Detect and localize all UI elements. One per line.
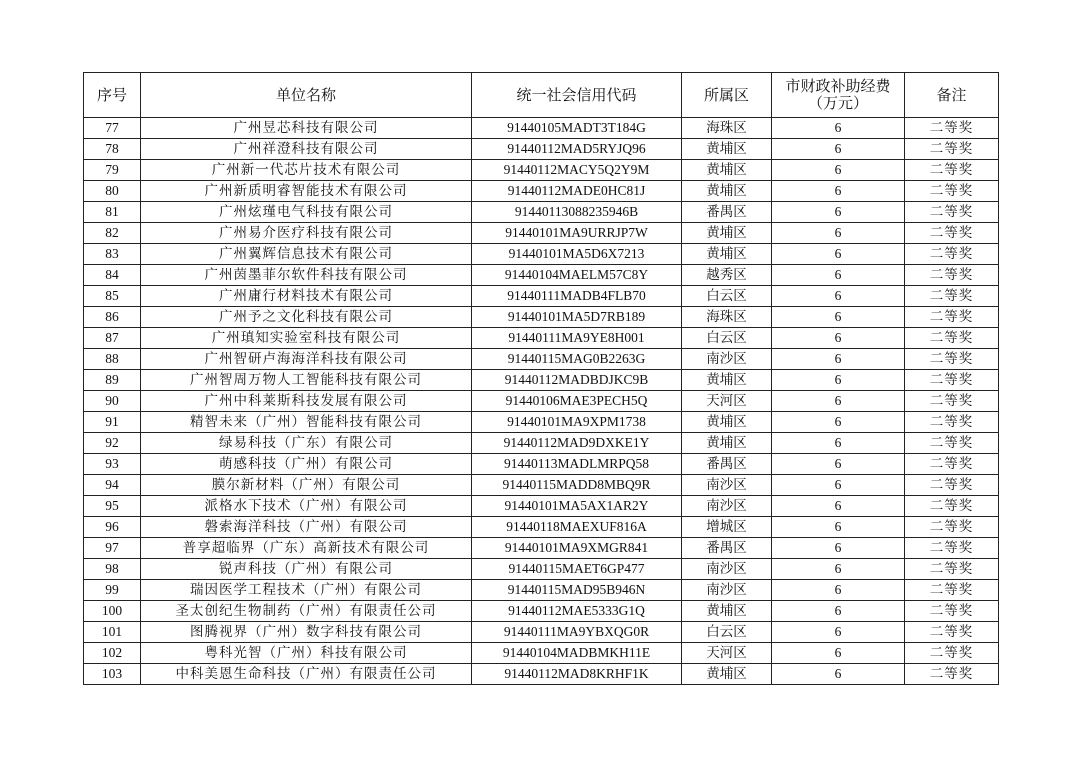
cell-note: 二等奖 xyxy=(905,118,999,139)
table-row xyxy=(84,559,999,580)
cell-subsidy: 6 xyxy=(772,223,905,244)
table-row xyxy=(84,391,999,412)
cell-district: 黄埔区 xyxy=(682,160,772,181)
table-row xyxy=(84,538,999,559)
cell-subsidy: 6 xyxy=(772,286,905,307)
cell-credit-code: 91440104MADBMKH11E xyxy=(472,643,682,664)
cell-company-name: 广州庸行材料技术有限公司 xyxy=(141,286,472,307)
cell-note: 二等奖 xyxy=(905,433,999,454)
cell-district: 黄埔区 xyxy=(682,412,772,433)
cell-no: 80 xyxy=(84,181,141,202)
cell-subsidy: 6 xyxy=(772,475,905,496)
cell-no: 78 xyxy=(84,139,141,160)
cell-credit-code: 91440111MA9YE8H001 xyxy=(472,328,682,349)
table-row xyxy=(84,664,999,685)
cell-no: 92 xyxy=(84,433,141,454)
table-row xyxy=(84,181,999,202)
cell-no: 87 xyxy=(84,328,141,349)
cell-subsidy: 6 xyxy=(772,517,905,538)
cell-company-name: 广州智研卢海海洋科技有限公司 xyxy=(141,349,472,370)
cell-subsidy: 6 xyxy=(772,433,905,454)
cell-note: 二等奖 xyxy=(905,286,999,307)
cell-company-name: 广州炫瑾电气科技有限公司 xyxy=(141,202,472,223)
cell-district: 南沙区 xyxy=(682,496,772,517)
cell-note: 二等奖 xyxy=(905,349,999,370)
cell-no: 99 xyxy=(84,580,141,601)
cell-no: 102 xyxy=(84,643,141,664)
cell-district: 增城区 xyxy=(682,517,772,538)
table-row xyxy=(84,580,999,601)
cell-district: 黄埔区 xyxy=(682,370,772,391)
cell-note: 二等奖 xyxy=(905,601,999,622)
cell-no: 98 xyxy=(84,559,141,580)
table-row xyxy=(84,286,999,307)
cell-note: 二等奖 xyxy=(905,412,999,433)
cell-subsidy: 6 xyxy=(772,664,905,685)
cell-note: 二等奖 xyxy=(905,559,999,580)
cell-no: 89 xyxy=(84,370,141,391)
table-row xyxy=(84,307,999,328)
cell-note: 二等奖 xyxy=(905,370,999,391)
cell-district: 黄埔区 xyxy=(682,664,772,685)
cell-credit-code: 91440101MA5AX1AR2Y xyxy=(472,496,682,517)
cell-district: 黄埔区 xyxy=(682,244,772,265)
cell-no: 91 xyxy=(84,412,141,433)
cell-subsidy: 6 xyxy=(772,538,905,559)
cell-subsidy: 6 xyxy=(772,454,905,475)
cell-no: 103 xyxy=(84,664,141,685)
cell-district: 天河区 xyxy=(682,643,772,664)
table-row xyxy=(84,118,999,139)
cell-subsidy: 6 xyxy=(772,139,905,160)
cell-note: 二等奖 xyxy=(905,181,999,202)
header-code: 统一社会信用代码 xyxy=(472,73,682,118)
cell-note: 二等奖 xyxy=(905,664,999,685)
cell-credit-code: 91440101MA9XPM1738 xyxy=(472,412,682,433)
cell-credit-code: 91440101MA5D7RB189 xyxy=(472,307,682,328)
cell-note: 二等奖 xyxy=(905,580,999,601)
cell-company-name: 粤科光智（广州）科技有限公司 xyxy=(141,643,472,664)
cell-note: 二等奖 xyxy=(905,454,999,475)
table-row xyxy=(84,349,999,370)
header-note: 备注 xyxy=(905,73,999,118)
cell-note: 二等奖 xyxy=(905,391,999,412)
cell-credit-code: 91440112MAD5RYJQ96 xyxy=(472,139,682,160)
cell-credit-code: 91440115MAG0B2263G xyxy=(472,349,682,370)
cell-company-name: 瑞因医学工程技术（广州）有限公司 xyxy=(141,580,472,601)
cell-no: 77 xyxy=(84,118,141,139)
cell-company-name: 广州茵墨菲尔软件科技有限公司 xyxy=(141,265,472,286)
cell-note: 二等奖 xyxy=(905,328,999,349)
cell-credit-code: 91440101MA9URRJP7W xyxy=(472,223,682,244)
cell-no: 81 xyxy=(84,202,141,223)
cell-company-name: 派格水下技术（广州）有限公司 xyxy=(141,496,472,517)
cell-note: 二等奖 xyxy=(905,622,999,643)
cell-district: 黄埔区 xyxy=(682,181,772,202)
table-row xyxy=(84,475,999,496)
header-district: 所属区 xyxy=(682,73,772,118)
cell-no: 100 xyxy=(84,601,141,622)
cell-subsidy: 6 xyxy=(772,328,905,349)
cell-district: 番禺区 xyxy=(682,538,772,559)
table-row xyxy=(84,496,999,517)
cell-note: 二等奖 xyxy=(905,475,999,496)
cell-note: 二等奖 xyxy=(905,307,999,328)
cell-credit-code: 91440105MADT3T184G xyxy=(472,118,682,139)
cell-credit-code: 91440104MAELM57C8Y xyxy=(472,265,682,286)
cell-credit-code: 91440112MACY5Q2Y9M xyxy=(472,160,682,181)
cell-credit-code: 91440115MADD8MBQ9R xyxy=(472,475,682,496)
cell-company-name: 广州昱芯科技有限公司 xyxy=(141,118,472,139)
cell-company-name: 广州新一代芯片技术有限公司 xyxy=(141,160,472,181)
cell-subsidy: 6 xyxy=(772,202,905,223)
header-name: 单位名称 xyxy=(141,73,472,118)
cell-credit-code: 91440115MAET6GP477 xyxy=(472,559,682,580)
cell-no: 83 xyxy=(84,244,141,265)
cell-district: 南沙区 xyxy=(682,580,772,601)
cell-subsidy: 6 xyxy=(772,118,905,139)
cell-credit-code: 91440115MAD95B946N xyxy=(472,580,682,601)
cell-company-name: 普享超临界（广东）高新技术有限公司 xyxy=(141,538,472,559)
cell-subsidy: 6 xyxy=(772,559,905,580)
cell-subsidy: 6 xyxy=(772,580,905,601)
cell-district: 白云区 xyxy=(682,328,772,349)
cell-company-name: 广州翼辉信息技术有限公司 xyxy=(141,244,472,265)
cell-subsidy: 6 xyxy=(772,496,905,517)
cell-district: 南沙区 xyxy=(682,349,772,370)
table-header xyxy=(84,73,999,118)
cell-credit-code: 91440112MAD8KRHF1K xyxy=(472,664,682,685)
cell-company-name: 广州中科莱斯科技发展有限公司 xyxy=(141,391,472,412)
cell-district: 越秀区 xyxy=(682,265,772,286)
cell-note: 二等奖 xyxy=(905,223,999,244)
cell-subsidy: 6 xyxy=(772,181,905,202)
cell-credit-code: 91440111MA9YBXQG0R xyxy=(472,622,682,643)
cell-company-name: 绿易科技（广东）有限公司 xyxy=(141,433,472,454)
table-row xyxy=(84,601,999,622)
table-row xyxy=(84,223,999,244)
cell-company-name: 萌感科技（广州）有限公司 xyxy=(141,454,472,475)
cell-credit-code: 91440113088235946B xyxy=(472,202,682,223)
cell-district: 白云区 xyxy=(682,622,772,643)
cell-district: 天河区 xyxy=(682,391,772,412)
cell-credit-code: 91440101MA5D6X7213 xyxy=(472,244,682,265)
cell-note: 二等奖 xyxy=(905,244,999,265)
table-row xyxy=(84,517,999,538)
cell-credit-code: 91440106MAE3PECH5Q xyxy=(472,391,682,412)
cell-company-name: 磐索海洋科技（广州）有限公司 xyxy=(141,517,472,538)
cell-company-name: 广州智周万物人工智能科技有限公司 xyxy=(141,370,472,391)
cell-district: 海珠区 xyxy=(682,307,772,328)
cell-credit-code: 91440112MADBDJKC9B xyxy=(472,370,682,391)
cell-note: 二等奖 xyxy=(905,643,999,664)
cell-company-name: 精智未来（广州）智能科技有限公司 xyxy=(141,412,472,433)
table-body xyxy=(84,118,999,685)
cell-company-name: 广州予之文化科技有限公司 xyxy=(141,307,472,328)
table-row xyxy=(84,139,999,160)
cell-note: 二等奖 xyxy=(905,202,999,223)
cell-note: 二等奖 xyxy=(905,538,999,559)
cell-subsidy: 6 xyxy=(772,601,905,622)
cell-subsidy: 6 xyxy=(772,370,905,391)
cell-no: 86 xyxy=(84,307,141,328)
cell-company-name: 膜尔新材料（广州）有限公司 xyxy=(141,475,472,496)
cell-subsidy: 6 xyxy=(772,349,905,370)
header-subsidy xyxy=(772,73,905,118)
cell-no: 97 xyxy=(84,538,141,559)
table-row xyxy=(84,643,999,664)
cell-district: 番禺区 xyxy=(682,202,772,223)
table-row xyxy=(84,370,999,391)
cell-subsidy: 6 xyxy=(772,160,905,181)
cell-subsidy: 6 xyxy=(772,412,905,433)
cell-company-name: 中科美恩生命科技（广州）有限责任公司 xyxy=(141,664,472,685)
cell-district: 南沙区 xyxy=(682,475,772,496)
cell-note: 二等奖 xyxy=(905,265,999,286)
cell-district: 白云区 xyxy=(682,286,772,307)
table-row xyxy=(84,412,999,433)
cell-note: 二等奖 xyxy=(905,496,999,517)
cell-credit-code: 91440113MADLMRPQ58 xyxy=(472,454,682,475)
cell-subsidy: 6 xyxy=(772,307,905,328)
cell-district: 南沙区 xyxy=(682,559,772,580)
cell-note: 二等奖 xyxy=(905,139,999,160)
cell-credit-code: 91440112MAD9DXKE1Y xyxy=(472,433,682,454)
cell-no: 90 xyxy=(84,391,141,412)
cell-note: 二等奖 xyxy=(905,160,999,181)
cell-company-name: 广州祥澄科技有限公司 xyxy=(141,139,472,160)
cell-company-name: 广州瑱知实验室科技有限公司 xyxy=(141,328,472,349)
header-subsidy-line1: 市财政补助经费 xyxy=(785,77,891,95)
cell-company-name: 广州新质明睿智能技术有限公司 xyxy=(141,181,472,202)
cell-no: 85 xyxy=(84,286,141,307)
table-row xyxy=(84,328,999,349)
table-row xyxy=(84,265,999,286)
cell-district: 黄埔区 xyxy=(682,139,772,160)
header-no: 序号 xyxy=(84,73,141,118)
header-subsidy-line2: （万元） xyxy=(807,94,868,112)
table-row xyxy=(84,454,999,475)
cell-no: 95 xyxy=(84,496,141,517)
award-table xyxy=(83,72,999,685)
cell-no: 88 xyxy=(84,349,141,370)
cell-subsidy: 6 xyxy=(772,391,905,412)
cell-credit-code: 91440111MADB4FLB70 xyxy=(472,286,682,307)
cell-credit-code: 91440112MADE0HC81J xyxy=(472,181,682,202)
cell-subsidy: 6 xyxy=(772,244,905,265)
cell-company-name: 图腾视界（广州）数字科技有限公司 xyxy=(141,622,472,643)
cell-company-name: 锐声科技（广州）有限公司 xyxy=(141,559,472,580)
table-row xyxy=(84,433,999,454)
table-row xyxy=(84,244,999,265)
cell-subsidy: 6 xyxy=(772,643,905,664)
cell-no: 79 xyxy=(84,160,141,181)
cell-no: 82 xyxy=(84,223,141,244)
table-row xyxy=(84,622,999,643)
header-row xyxy=(84,73,999,118)
table-row xyxy=(84,202,999,223)
cell-district: 番禺区 xyxy=(682,454,772,475)
cell-subsidy: 6 xyxy=(772,265,905,286)
cell-district: 海珠区 xyxy=(682,118,772,139)
cell-credit-code: 91440118MAEXUF816A xyxy=(472,517,682,538)
cell-credit-code: 91440112MAE5333G1Q xyxy=(472,601,682,622)
cell-no: 101 xyxy=(84,622,141,643)
cell-subsidy: 6 xyxy=(772,622,905,643)
cell-company-name: 广州易介医疗科技有限公司 xyxy=(141,223,472,244)
cell-no: 96 xyxy=(84,517,141,538)
cell-district: 黄埔区 xyxy=(682,223,772,244)
cell-no: 84 xyxy=(84,265,141,286)
table-row xyxy=(84,160,999,181)
cell-district: 黄埔区 xyxy=(682,433,772,454)
cell-district: 黄埔区 xyxy=(682,601,772,622)
cell-no: 93 xyxy=(84,454,141,475)
cell-credit-code: 91440101MA9XMGR841 xyxy=(472,538,682,559)
cell-note: 二等奖 xyxy=(905,517,999,538)
cell-no: 94 xyxy=(84,475,141,496)
cell-company-name: 圣太创纪生物制药（广州）有限责任公司 xyxy=(141,601,472,622)
